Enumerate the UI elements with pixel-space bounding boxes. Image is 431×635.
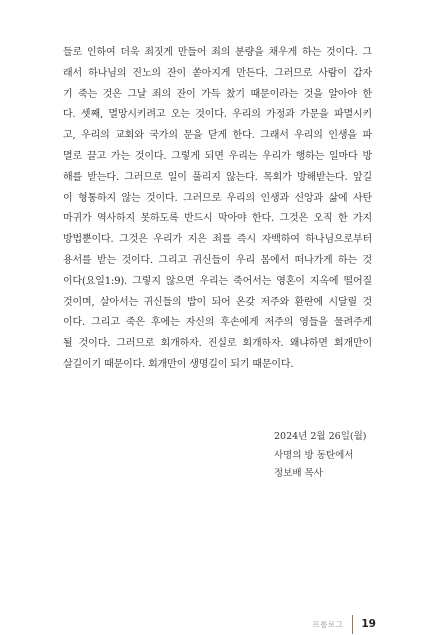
- body-line: 방법뿐이다. 그것은 우리가 지은 죄를 즉시 자백하여 하나님으로부터: [63, 234, 372, 246]
- body-paragraph: [63, 43, 372, 376]
- body-line: 래서 하나님의 진노의 잔이 쏟아지게 만든다. 그러므로 사람이 갑자: [63, 67, 372, 79]
- body-line: 용서를 받는 것이다. 그리고 귀신들이 우리 몸에서 떠나가게 하는 것: [63, 254, 372, 266]
- page-number: 19: [361, 618, 376, 630]
- signature-date: 2024년 2월 26일(월): [274, 431, 367, 442]
- body-line: 이다(요일1:9). 그렇지 않으면 우리는 죽어서는 영혼이 지옥에 떨어질: [63, 275, 372, 287]
- running-head: 프롤로그: [312, 619, 344, 629]
- body-line: 것이며, 살아서는 귀신들의 밥이 되어 온갖 저주와 환란에 시달릴 것: [63, 296, 372, 308]
- body-line: 이다. 그리고 죽은 후에는 자신의 후손에게 저주의 영들을 물려주게: [63, 317, 372, 329]
- signature-author: 정보배 목사: [274, 468, 323, 479]
- body-line: 해를 받는다. 그러므로 일이 풀리지 않는다. 목회가 방해받는다. 앞길: [63, 171, 372, 183]
- footer-divider: [352, 615, 353, 634]
- body-line: 들로 인하여 더욱 죄짓게 만들어 죄의 분량을 채우게 하는 것이다. 그: [63, 47, 372, 58]
- body-line: 이 형통하지 않는 것이다. 그러므로 우리의 인생과 신앙과 삶에 사탄: [63, 192, 372, 204]
- body-line: 기 죽는 것은 그날 죄의 잔이 가득 찼기 때문이라는 것을 알아야 한: [63, 88, 372, 100]
- body-line: 다. 셋째, 멸망시키려고 오는 것이다. 우리의 가정과 가문을 파멸시키: [63, 109, 372, 121]
- body-line: 고, 우리의 교회와 국가의 문을 닫게 한다. 그래서 우리의 인생을 파: [63, 130, 372, 142]
- page-footer: [312, 614, 376, 634]
- body-line: 마귀가 역사하지 못하도록 반드시 막아야 한다. 그것은 오직 한 가지: [63, 213, 372, 225]
- signature-place: 사명의 방 동탄에서: [274, 449, 354, 461]
- body-line: 멸로 끌고 가는 것이다. 그렇게 되면 우리는 우리가 행하는 일마다 방: [63, 150, 372, 162]
- body-line: 될 것이다. 그러므로 회개하자. 진실로 회개하자. 왜냐하면 회개만이: [63, 338, 372, 350]
- signature-block: [274, 428, 366, 484]
- body-line: 살길이기 때문이다. 회개만이 생명길이 되기 때문이다.: [63, 358, 294, 370]
